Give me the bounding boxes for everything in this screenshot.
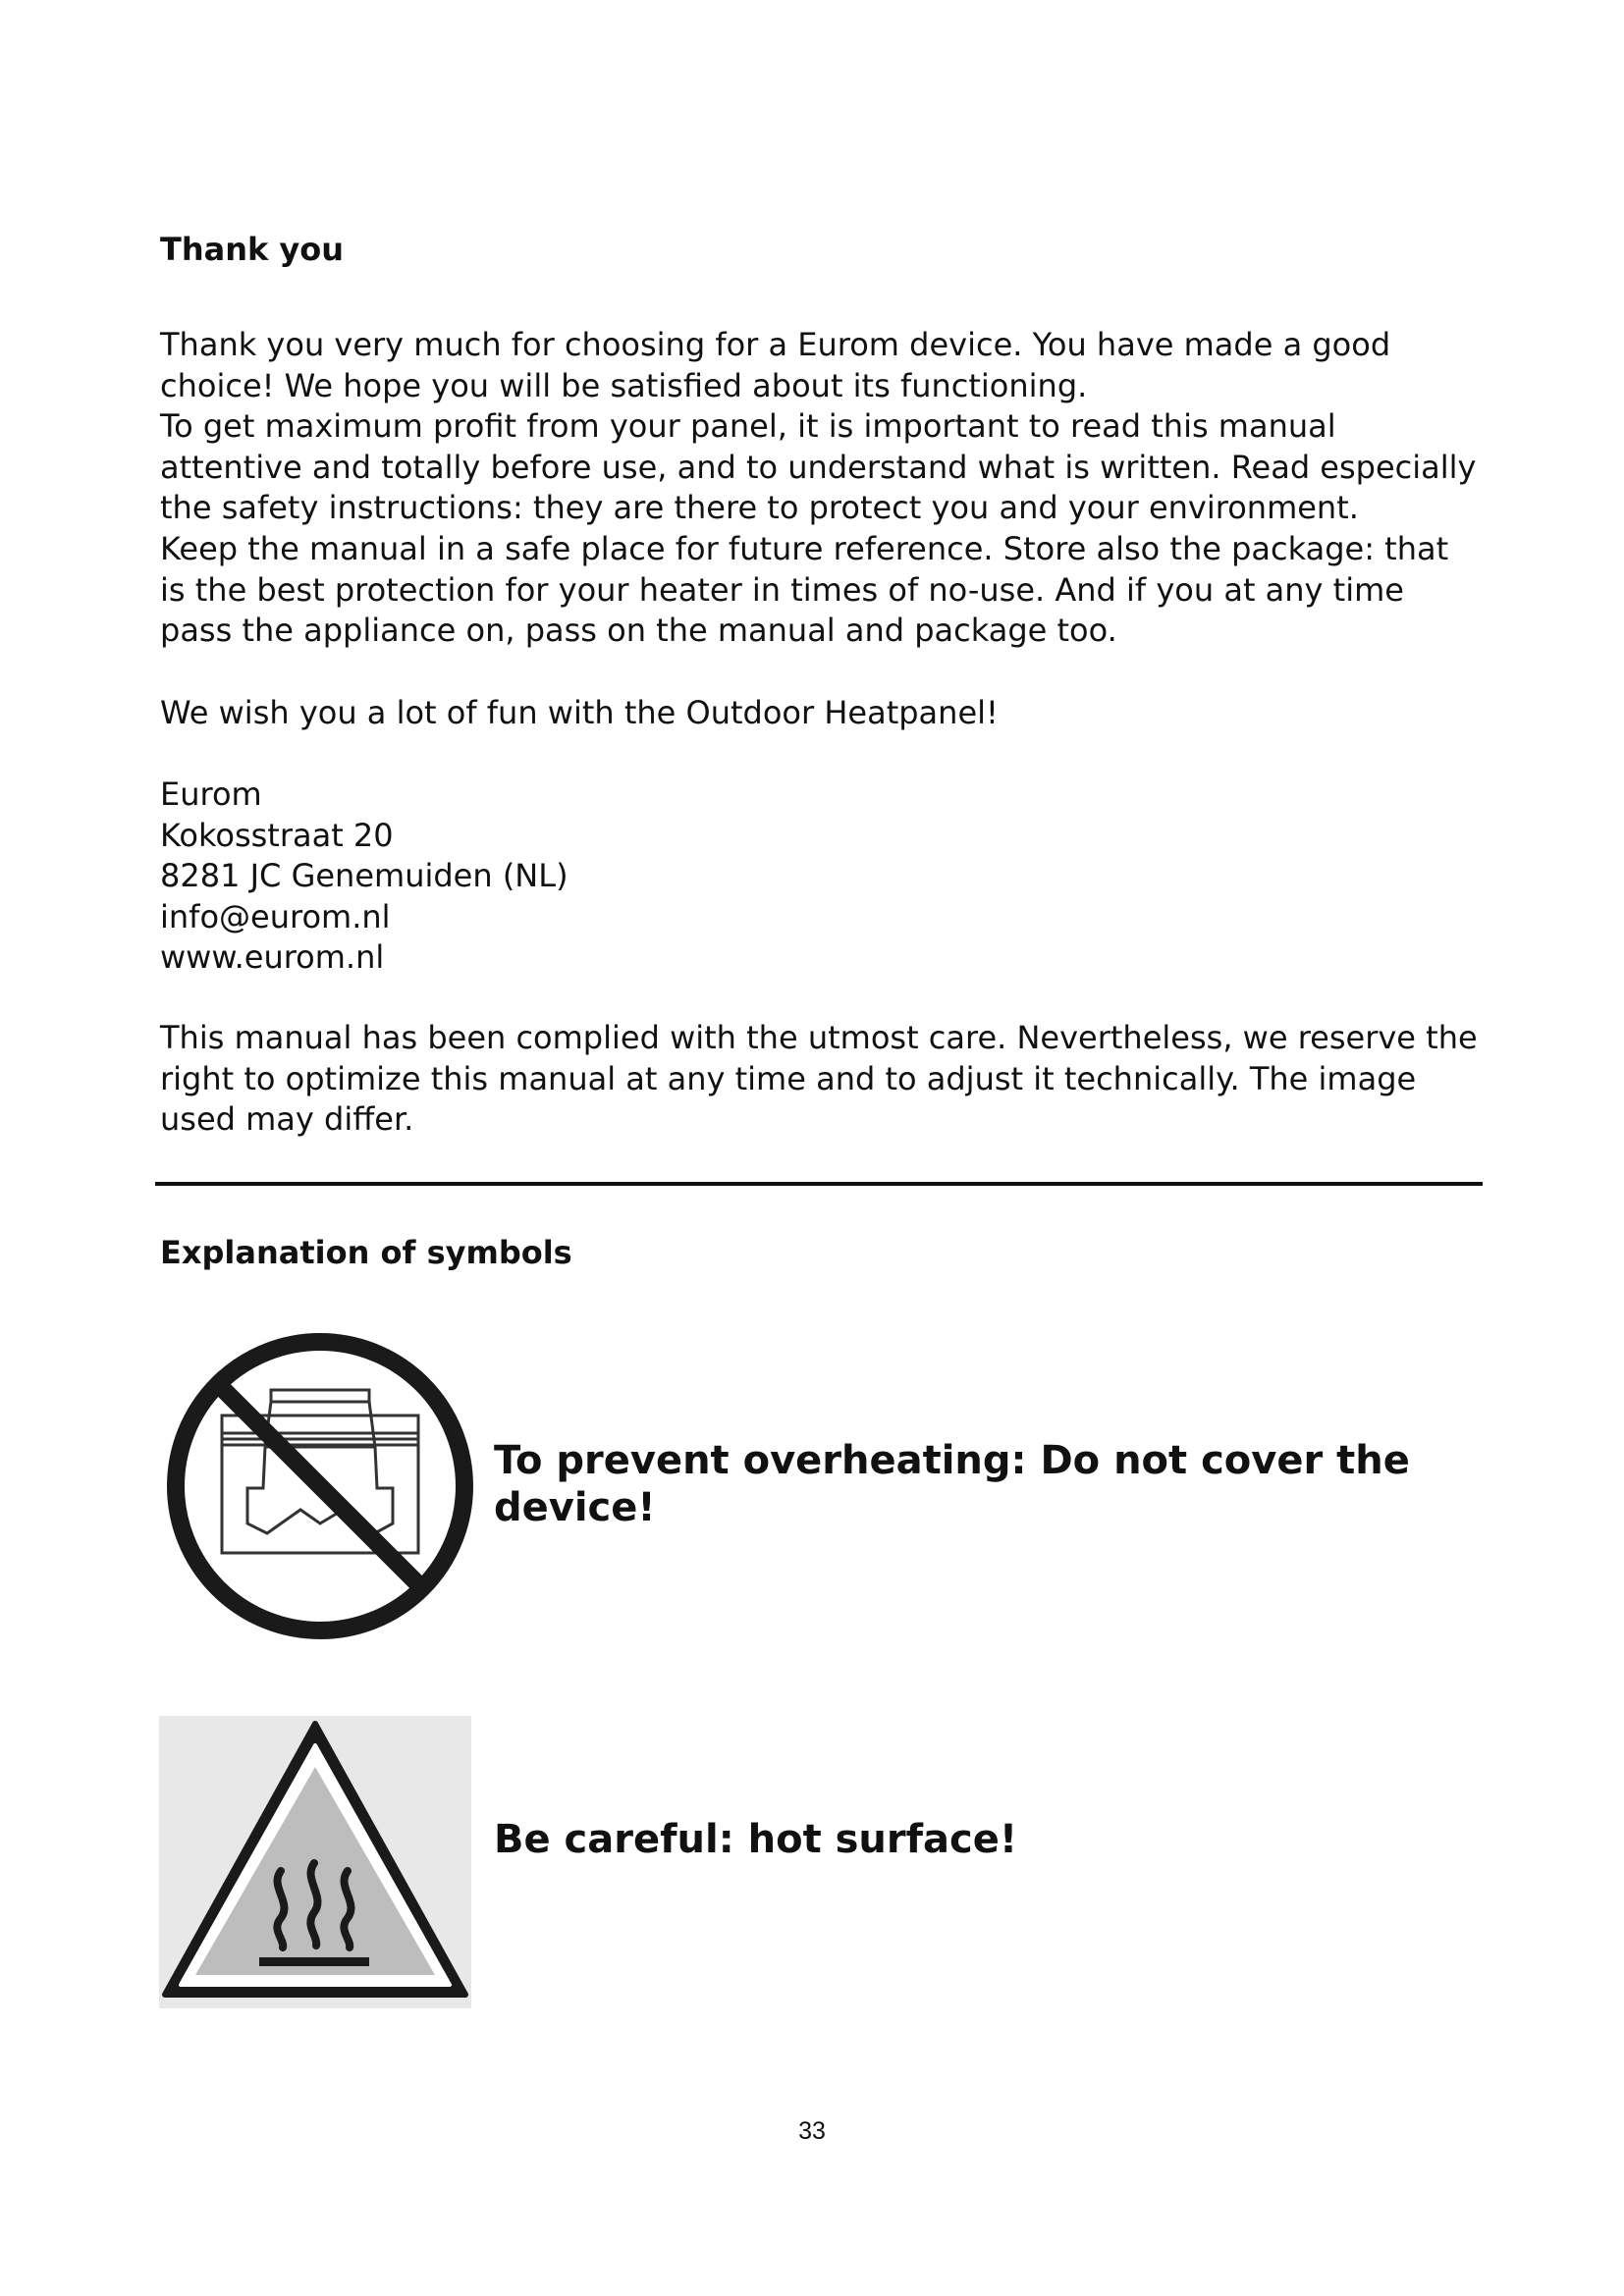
street-address: Kokosstraat 20 xyxy=(160,816,394,854)
company-name: Eurom xyxy=(160,775,262,813)
do-not-cover-text-line: device! xyxy=(494,1485,656,1530)
company-address xyxy=(160,774,1495,979)
section-divider xyxy=(155,1182,1483,1186)
symbols-heading: Explanation of symbols xyxy=(160,1234,572,1271)
intro-line: choice! We hope you will be satisfied about its functioning. xyxy=(160,366,1088,404)
disclaimer-line: This manual has been complied with the utmost care. Nevertheless, we reserve the xyxy=(160,1019,1478,1056)
hot-surface-warning-icon xyxy=(159,1716,471,2008)
intro-line: attentive and totally before use, and to understand what is written. Read especially xyxy=(160,448,1477,486)
intro-line: Keep the manual in a safe place for future reference. Store also the package: that xyxy=(160,529,1449,567)
thank-you-heading: Thank you xyxy=(160,231,345,268)
do-not-cover-text-line: To prevent overheating: Do not cover the xyxy=(494,1438,1410,1483)
do-not-cover-text xyxy=(494,1437,1486,1531)
email-address: info@eurom.nl xyxy=(160,897,391,935)
page-number: 33 xyxy=(798,2117,826,2145)
intro-paragraph xyxy=(160,325,1495,652)
intro-line: pass the appliance on, pass on the manual and package too. xyxy=(160,612,1117,650)
hot-surface-text: Be careful: hot surface! xyxy=(494,1817,1018,1862)
wish-paragraph: We wish you a lot of fun with the Outdoor Heatpanel! xyxy=(160,694,999,731)
intro-line: is the best protection for your heater in times of no-use. And if you at any time xyxy=(160,570,1404,609)
intro-line: Thank you very much for choosing for a Eurom device. You have made a good xyxy=(160,326,1391,363)
city-address: 8281 JC Genemuiden (NL) xyxy=(160,857,568,895)
intro-line: To get maximum profit from your panel, it is important to read this manual xyxy=(160,407,1336,446)
disclaimer-paragraph xyxy=(160,1018,1495,1141)
disclaimer-line: right to optimize this manual at any time and to adjust it technically. The image xyxy=(160,1059,1417,1097)
website-address: www.eurom.nl xyxy=(160,938,385,977)
disclaimer-line: used may differ. xyxy=(160,1100,414,1139)
do-not-cover-icon xyxy=(165,1331,475,1641)
intro-line: the safety instructions: they are there to protect you and your environment. xyxy=(160,489,1359,527)
